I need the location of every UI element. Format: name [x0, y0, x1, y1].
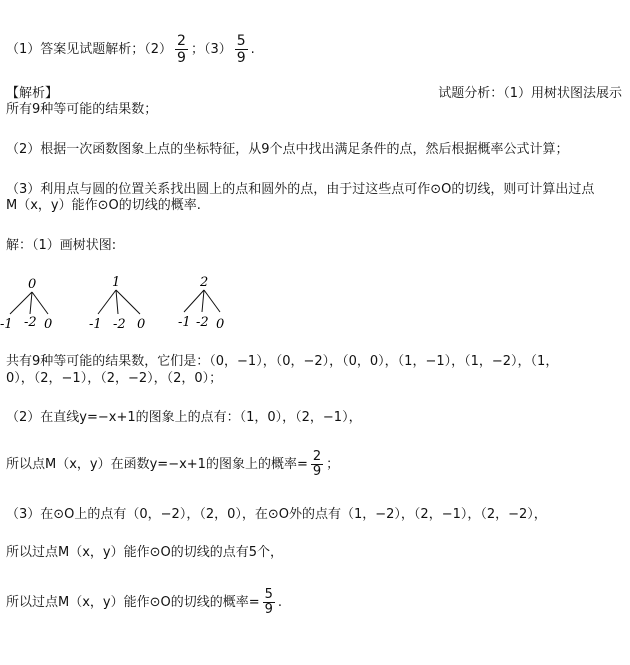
solution-line-5: （3）在⊙O上的点有（0，−2），（2，0），在⊙O外的点有（1，−2），（2，−1），（2，−2），: [6, 507, 547, 522]
analysis-line-3a: （3）利用点与圆的位置关系找出圆上的点和圆外的点，由于过这些点可作⊙O的切线，则可计算出过点: [6, 182, 595, 197]
tree-leaf: -1: [89, 317, 102, 332]
probability-end: ；: [326, 457, 340, 472]
fraction-denominator: 9: [177, 50, 186, 66]
probability-text: 所以点M（x，y）在函数y=−x+1的图象上的概率=: [6, 457, 308, 472]
tree-leaf: -1: [178, 315, 191, 330]
fraction-2-9: [175, 33, 188, 66]
tree-leaf: 0: [216, 317, 225, 332]
tree-branch: [116, 290, 118, 314]
tree-root-0: 0: [28, 277, 37, 292]
fraction-5-9: [263, 588, 275, 617]
fraction-5-9: [235, 33, 248, 66]
tree-branch: [10, 292, 32, 314]
tree-branch: [204, 290, 220, 312]
tree-1: [89, 275, 145, 332]
analysis-line-1: 所有9种等可能的结果数；: [6, 102, 158, 117]
solution-line-2a: 共有9种等可能的结果数，它们是：（0，−1），（0，−2），（0，0），（1，−1），（1，−2），（1，: [6, 354, 559, 369]
solution-line-3: （2）在直线y=−x+1的图象上的点有：（1，0），（2，−1），: [6, 410, 362, 425]
analysis-line-3b: M（x，y）能作⊙O的切线的概率.: [6, 198, 201, 213]
tree-2: [178, 275, 224, 332]
tree-branch: [202, 290, 204, 312]
tree-diagram: [0, 270, 630, 335]
answer-end: .: [250, 42, 255, 57]
analysis-line-2: （2）根据一次函数图象上点的坐标特征，从9个点中找出满足条件的点，然后根据概率公式计算；: [6, 142, 569, 157]
tree-leaf: -1: [0, 317, 13, 332]
fraction-denominator: 9: [312, 464, 322, 479]
fraction-2-9: [311, 450, 323, 479]
tree-root-2: 2: [200, 275, 209, 290]
solution-line-6: 所以过点M（x，y）能作⊙O的切线的点有5个，: [6, 545, 283, 560]
answer-line: [6, 33, 255, 66]
fraction-denominator: 9: [236, 50, 246, 66]
fraction-denominator: 9: [264, 602, 273, 617]
answer-text: （1）答案见试题解析；（2）: [6, 42, 173, 57]
fraction-numerator: 2: [312, 449, 322, 464]
tree-leaf: 0: [137, 317, 146, 332]
tree-leaf: 0: [44, 317, 53, 332]
probability-text: 所以过点M（x，y）能作⊙O的切线的概率=: [6, 595, 260, 610]
analysis-heading: 【解析】: [6, 86, 59, 101]
tree-leaf: -2: [113, 317, 126, 332]
tree-branch: [116, 290, 140, 314]
tree-branch: [98, 290, 116, 314]
fraction-numerator: 2: [177, 33, 186, 49]
fraction-numerator: 5: [264, 587, 273, 602]
tree-branch: [30, 292, 32, 314]
solution-line-7: [6, 588, 282, 617]
tree-leaf: -2: [196, 315, 209, 330]
solution-line-4: [6, 450, 339, 479]
solution-line-1: 解：（1）画树状图:: [6, 238, 117, 253]
tree-leaf: -2: [24, 315, 37, 330]
tree-0: [0, 277, 52, 332]
solution-line-2b: 0），（2，−1），（2，−2），（2，0）；: [6, 371, 223, 386]
fraction-numerator: 5: [236, 33, 246, 49]
probability-end: .: [277, 595, 283, 610]
tree-root-1: 1: [112, 275, 121, 290]
tree-branch: [32, 292, 48, 314]
tree-branch: [184, 290, 204, 312]
answer-mid: ；（3）: [190, 42, 232, 57]
analysis-intro-right: 试题分析：（1）用树状图法展示: [438, 86, 622, 101]
